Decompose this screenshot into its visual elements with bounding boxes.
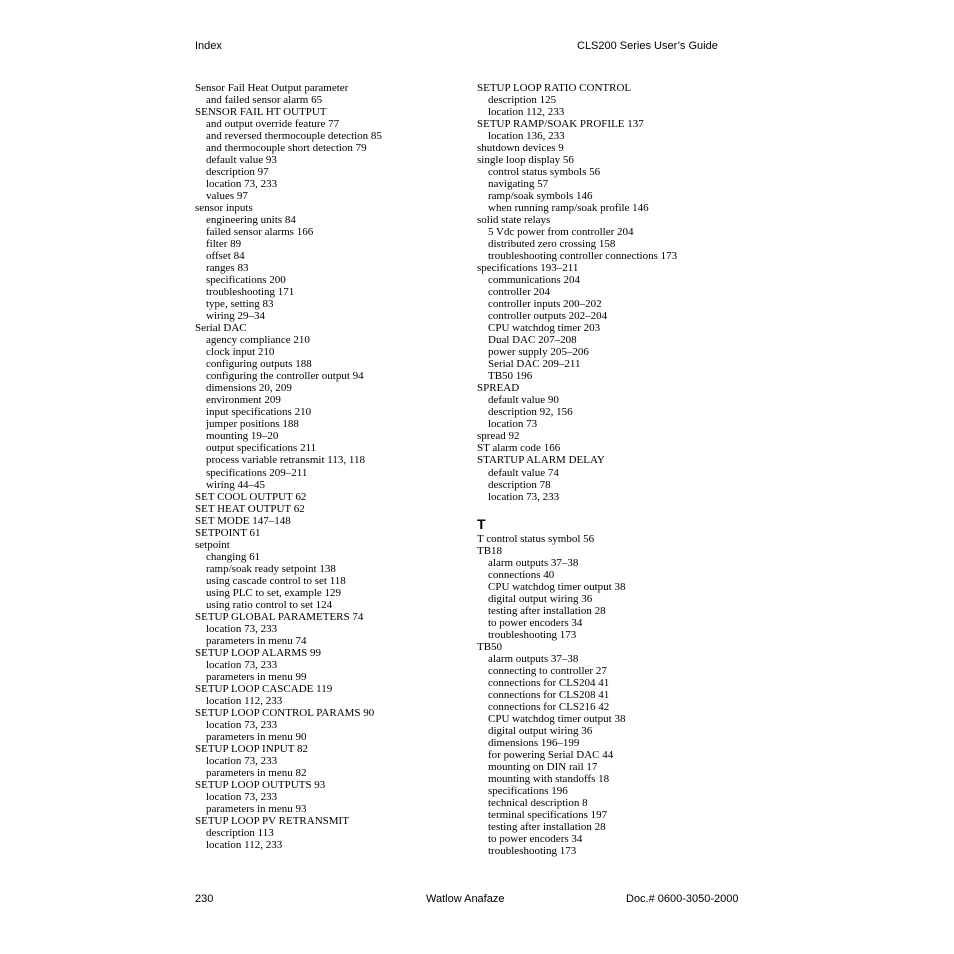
index-entry: spread 92 [477, 430, 520, 443]
footer-page-number: 230 [195, 893, 214, 905]
index-subentry: parameters in menu 99 [206, 670, 307, 683]
index-entry: SETUP LOOP CASCADE 119 [195, 682, 333, 695]
index-subentry: connections for CLS204 41 [488, 676, 610, 689]
index-letter-heading: T [477, 515, 486, 532]
index-subentry: description 125 [488, 94, 557, 107]
index-entry: ST alarm code 166 [477, 442, 561, 455]
footer-company: Watlow Anafaze [426, 893, 505, 905]
index-subentry: connections for CLS216 42 [488, 700, 610, 713]
index-entry: SETPOINT 61 [195, 526, 261, 539]
index-entry: SETUP GLOBAL PARAMETERS 74 [195, 610, 364, 623]
index-subentry: using PLC to set, example 129 [206, 586, 342, 599]
index-entry: TB50 [477, 640, 503, 653]
index-subentry: agency compliance 210 [206, 334, 310, 347]
index-subentry: input specifications 210 [206, 406, 312, 419]
index-subentry: location 73, 233 [488, 490, 560, 503]
index-subentry: location 112, 233 [206, 838, 283, 851]
index-subentry: troubleshooting 173 [488, 628, 577, 641]
index-subentry: mounting 19–20 [206, 430, 279, 443]
index-subentry: specifications 196 [488, 784, 568, 797]
index-entry: solid state relays [477, 214, 551, 227]
index-subentry: mounting on DIN rail 17 [488, 760, 598, 773]
index-subentry: specifications 200 [206, 274, 286, 287]
index-subentry: controller 204 [488, 286, 551, 299]
index-subentry: wiring 44–45 [206, 478, 265, 491]
index-subentry: to power encoders 34 [488, 616, 583, 629]
index-subentry: location 73, 233 [206, 658, 278, 671]
index-subentry: offset 84 [206, 250, 245, 263]
index-subentry: and thermocouple short detection 79 [206, 142, 367, 155]
index-entry: single loop display 56 [477, 154, 574, 167]
index-subentry: dimensions 20, 209 [206, 382, 292, 395]
index-subentry: controller inputs 200–202 [488, 298, 602, 311]
index-subentry: testing after installation 28 [488, 604, 606, 617]
index-subentry: and output override feature 77 [206, 118, 340, 131]
index-subentry: TB50 196 [488, 370, 533, 383]
header-guide-title: CLS200 Series User’s Guide [577, 40, 718, 52]
index-subentry: when running ramp/soak profile 146 [488, 202, 649, 215]
index-subentry: CPU watchdog timer output 38 [488, 712, 626, 725]
index-subentry: connections 40 [488, 568, 555, 581]
index-subentry: alarm outputs 37–38 [488, 556, 579, 569]
index-entry: SETUP LOOP OUTPUTS 93 [195, 778, 326, 791]
index-subentry: environment 209 [206, 394, 281, 407]
index-subentry: specifications 209–211 [206, 466, 308, 479]
index-subentry: communications 204 [488, 274, 580, 287]
index-entry: SETUP RAMP/SOAK PROFILE 137 [477, 118, 644, 131]
footer-doc-number: Doc.# 0600-3050-2000 [626, 893, 739, 905]
index-subentry: using cascade control to set 118 [206, 574, 346, 587]
index-subentry: description 78 [488, 478, 551, 491]
index-subentry: default value 74 [488, 466, 559, 479]
index-subentry: ramp/soak ready setpoint 138 [206, 562, 336, 575]
header-section: Index [195, 40, 222, 52]
index-subentry: and failed sensor alarm 65 [206, 94, 323, 107]
index-entry: SET MODE 147–148 [195, 514, 291, 527]
index-subentry: configuring the controller output 94 [206, 370, 364, 383]
index-subentry: ramp/soak symbols 146 [488, 190, 593, 203]
index-subentry: changing 61 [206, 550, 261, 563]
index-subentry: type, setting 83 [206, 298, 274, 311]
index-subentry: location 73, 233 [206, 754, 278, 767]
index-left-column [195, 82, 382, 851]
index-subentry: description 97 [206, 166, 269, 179]
index-subentry: location 112, 233 [206, 694, 283, 707]
index-subentry: parameters in menu 93 [206, 802, 307, 815]
index-entry: Serial DAC [195, 322, 247, 335]
index-entry: SET COOL OUTPUT 62 [195, 490, 307, 503]
index-subentry: description 113 [206, 826, 274, 839]
index-subentry: connections for CLS208 41 [488, 688, 610, 701]
index-entry: SETUP LOOP INPUT 82 [195, 742, 308, 755]
index-entry: STARTUP ALARM DELAY [477, 454, 605, 467]
index-subentry: troubleshooting controller connections 173 [488, 250, 678, 263]
index-entry: TB18 [477, 544, 503, 557]
index-entry: specifications 193–211 [477, 262, 579, 275]
index-subentry: using ratio control to set 124 [206, 598, 333, 611]
index-subentry: location 73, 233 [206, 622, 278, 635]
index-subentry: technical description 8 [488, 796, 588, 809]
index-subentry: location 112, 233 [488, 106, 565, 119]
index-subentry: control status symbols 56 [488, 166, 601, 179]
index-subentry: CPU watchdog timer output 38 [488, 580, 626, 593]
index-subentry: troubleshooting 171 [206, 286, 295, 299]
index-subentry: for powering Serial DAC 44 [488, 748, 614, 761]
index-subentry: location 73, 233 [206, 718, 278, 731]
index-subentry: default value 90 [488, 394, 559, 407]
index-subentry: navigating 57 [488, 178, 549, 191]
index-subentry: location 73, 233 [206, 178, 278, 191]
index-subentry: 5 Vdc power from controller 204 [488, 226, 634, 239]
index-subentry: wiring 29–34 [206, 310, 265, 323]
index-entry: SPREAD [477, 382, 520, 395]
index-subentry: testing after installation 28 [488, 820, 606, 833]
index-subentry: troubleshooting 173 [488, 844, 577, 857]
index-subentry: connecting to controller 27 [488, 664, 607, 677]
index-subentry: digital output wiring 36 [488, 592, 593, 605]
index-subentry: values 97 [206, 190, 248, 203]
index-subentry: location 73 [488, 418, 538, 431]
index-subentry: Dual DAC 207–208 [488, 334, 577, 347]
index-entry: SETUP LOOP PV RETRANSMIT [195, 814, 349, 827]
index-subentry: parameters in menu 82 [206, 766, 307, 779]
index-subentry: location 136, 233 [488, 130, 565, 143]
index-subentry: clock input 210 [206, 346, 275, 359]
index-subentry: controller outputs 202–204 [488, 310, 608, 323]
index-subentry: alarm outputs 37–38 [488, 652, 579, 665]
index-subentry: parameters in menu 74 [206, 634, 307, 647]
index-entry: Sensor Fail Heat Output parameter [195, 82, 349, 94]
index-subentry: configuring outputs 188 [206, 358, 312, 371]
index-subentry: filter 89 [206, 238, 242, 251]
index-entry: sensor inputs [195, 202, 253, 215]
index-entry: T control status symbol 56 [477, 532, 595, 545]
index-subentry: digital output wiring 36 [488, 724, 593, 737]
index-subentry: distributed zero crossing 158 [488, 238, 616, 251]
index-subentry: mounting with standoffs 18 [488, 772, 610, 785]
index-subentry: ranges 83 [206, 262, 249, 275]
index-subentry: description 92, 156 [488, 406, 573, 419]
index-subentry: terminal specifications 197 [488, 808, 608, 821]
index-right-column [477, 82, 677, 857]
index-subentry: failed sensor alarms 166 [206, 226, 314, 239]
index-subentry: engineering units 84 [206, 214, 296, 227]
index-subentry: process variable retransmit 113, 118 [206, 454, 365, 467]
index-subentry: parameters in menu 90 [206, 730, 307, 743]
index-subentry: dimensions 196–199 [488, 736, 580, 749]
index-subentry: power supply 205–206 [488, 346, 589, 359]
index-entry: SETUP LOOP RATIO CONTROL [477, 82, 632, 94]
index-subentry: and reversed thermocouple detection 85 [206, 130, 382, 143]
index-subentry: jumper positions 188 [206, 418, 299, 431]
index-subentry: output specifications 211 [206, 442, 317, 455]
index-entry: SETUP LOOP CONTROL PARAMS 90 [195, 706, 375, 719]
index-entry: SENSOR FAIL HT OUTPUT [195, 106, 327, 119]
index-subentry: CPU watchdog timer 203 [488, 322, 601, 335]
index-subentry: location 73, 233 [206, 790, 278, 803]
index-entry: SETUP LOOP ALARMS 99 [195, 646, 322, 659]
index-entry: shutdown devices 9 [477, 142, 564, 155]
index-subentry: default value 93 [206, 154, 277, 167]
index-subentry: Serial DAC 209–211 [488, 358, 581, 371]
index-subentry: to power encoders 34 [488, 832, 583, 845]
index-entry: SET HEAT OUTPUT 62 [195, 502, 305, 515]
index-entry: setpoint [195, 538, 230, 551]
